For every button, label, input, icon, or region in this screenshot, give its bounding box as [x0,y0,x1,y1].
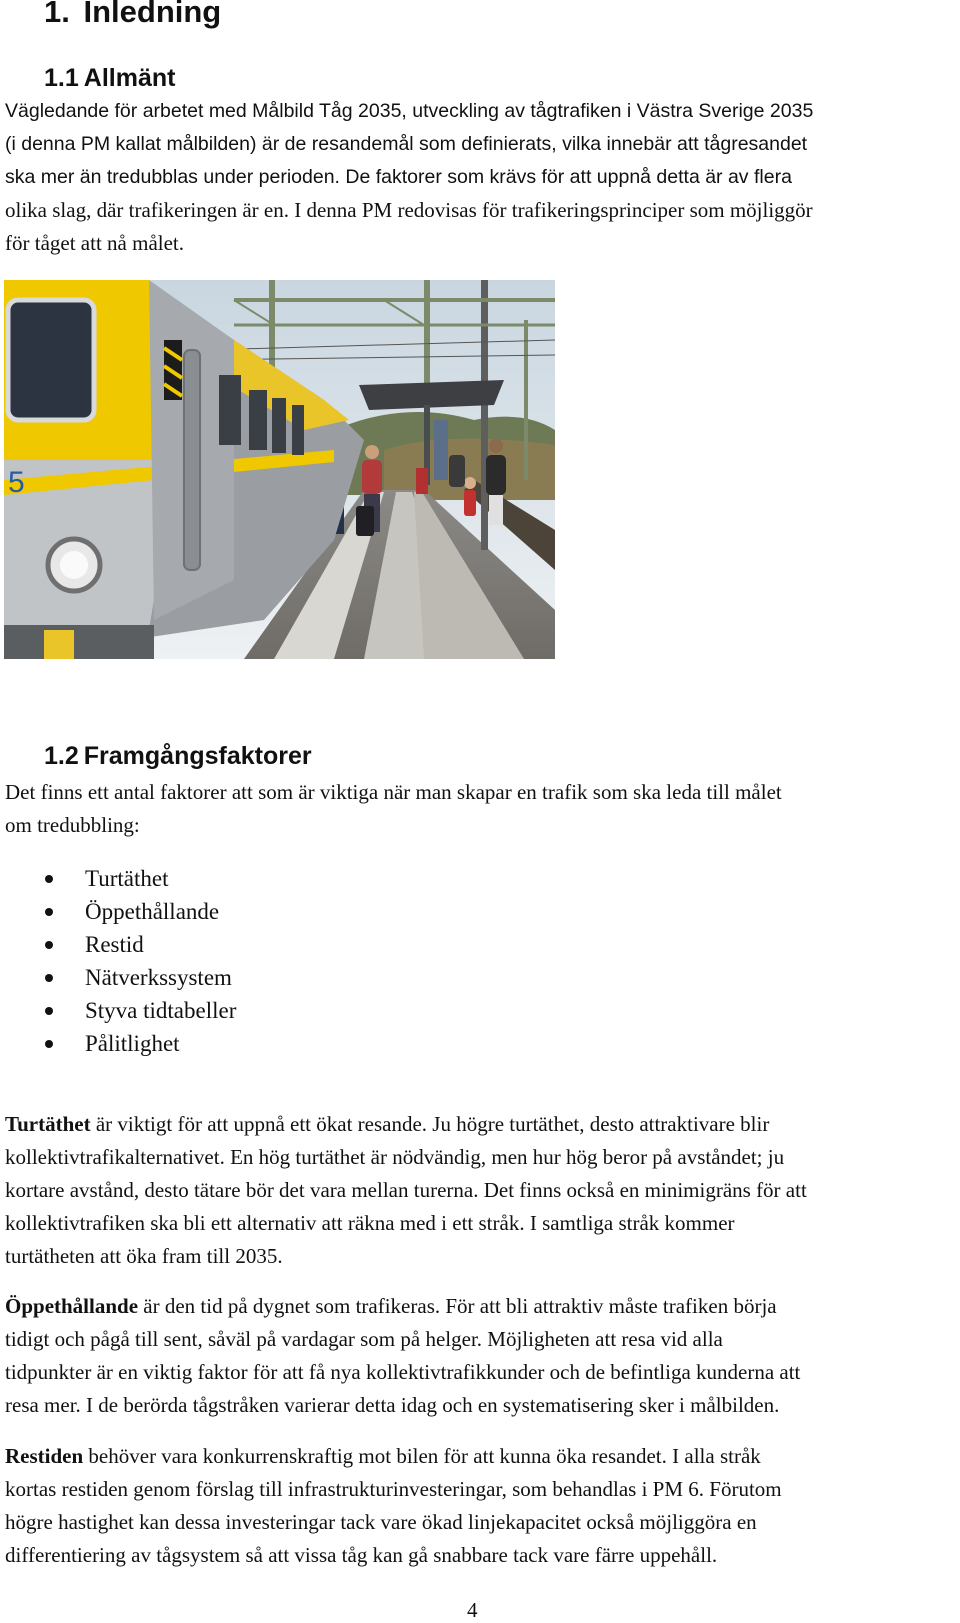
list-item [44,928,236,961]
chapter-title: Inledning [83,0,222,29]
text-line: kollektivtrafiken ska bli ett alternativ att räkna med i ett stråk. I samtliga stråk kommer [5,1211,735,1235]
term-restiden: Restiden [5,1444,84,1468]
text-fragment: behöver vara konkurrenskraftig mot bilen för att kunna öka resandet. I alla stråk [83,1444,761,1468]
page-number: 4 [467,1598,478,1622]
text-line [5,1440,955,1473]
text-line: ska mer än tredubblas under perioden. De faktorer som krävs för att uppnå detta är av flera [5,166,792,188]
text-line: turtätheten att öka fram till 2035. [5,1244,283,1268]
text-line [5,1290,955,1323]
section-heading-allmant [44,64,175,93]
section-title: Allmänt [83,64,176,92]
section-title: Framgångsfaktorer [83,742,312,770]
text-line: Vägledande för arbetet med Målbild Tåg 2035, utveckling av tågtrafiken i Västra Sverige 2035 [5,100,814,122]
text-line: kortare avstånd, desto tätare bör det vara mellan turerna. Det finns också en minimigräns för att [5,1178,807,1202]
chapter-heading [44,0,221,30]
text-line: för tåget att nå målet. [5,231,185,255]
list-item [44,862,236,895]
section-heading-framgangsfaktorer [44,742,312,771]
text-line [5,1108,955,1141]
list-item [44,895,236,928]
bullet-icon [45,875,53,883]
text-line: (i denna PM kallat målbilden) är de resandemål som definierats, vilka innebär att tågresandet [5,133,808,155]
text-line: tidigt och pågå till sent, såväl på vardagar som på helger. Möjligheten att resa vid alla [5,1327,723,1351]
allmant-paragraph [5,95,955,260]
text-line: differentiering av tågsystem så att vissa tåg kan gå snabbare tack vare färre uppehåll. [5,1543,718,1567]
list-item [44,1027,236,1060]
framgangsfaktorer-intro [5,776,955,842]
chapter-number: 1. [44,0,70,29]
bullet-icon [45,1007,53,1015]
list-item-label: Turtäthet [85,866,169,891]
list-item [44,961,236,994]
term-oppethallande: Öppethållande [5,1294,139,1318]
section-number: 1.2 [44,742,79,770]
list-item-label: Öppethållande [85,899,220,924]
train-station-photo [4,280,555,659]
bullet-icon [45,941,53,949]
text-line: om tredubbling: [5,813,140,837]
turtathet-paragraph [5,1108,955,1273]
text-fragment: är viktigt för att uppnå ett ökat resande. Ju högre turtäthet, desto attraktivare blir [90,1112,770,1136]
bullet-icon [45,974,53,982]
list-item-label: Restid [85,932,144,957]
text-line: tidpunkter är en viktig faktor för att få nya kollektivtrafikkunder och de befintliga kunderna att [5,1360,801,1384]
list-item-label: Pålitlighet [85,1031,180,1056]
list-item [44,994,236,1027]
text-fragment: är den tid på dygnet som trafikeras. För att bli attraktiv måste trafiken börja [138,1294,777,1318]
text-line: kortas restiden genom förslag till infrastrukturinvesteringar, som behandlas i PM 6. Förutom [5,1477,782,1501]
text-line: Det finns ett antal faktorer att som är viktiga när man skapar en trafik som ska leda till målet [5,780,782,804]
oppethallande-paragraph [5,1290,955,1422]
term-turtathet: Turtäthet [5,1112,91,1136]
list-item-label: Nätverkssystem [85,965,232,990]
factor-list [44,862,236,1060]
text-line: kollektivtrafikalternativet. En hög turtäthet är nödvändig, men hur hög beror på avståndet; ju [5,1145,785,1169]
bullet-icon [45,1040,53,1048]
restiden-paragraph [5,1440,955,1572]
text-line: högre hastighet kan dessa investeringar tack vare ökad linjekapacitet också möjliggöra en [5,1510,757,1534]
text-line: resa mer. I de berörda tågstråken varierar detta idag och en systematisering sker i målbilden. [5,1393,780,1417]
train-number: 5 [8,466,25,499]
list-item-label: Styva tidtabeller [85,998,237,1023]
text-line: olika slag, där trafikeringen är en. I denna PM redovisas för trafikeringsprinciper som möjliggör [5,198,813,222]
section-number: 1.1 [44,64,79,92]
bullet-icon [45,908,53,916]
